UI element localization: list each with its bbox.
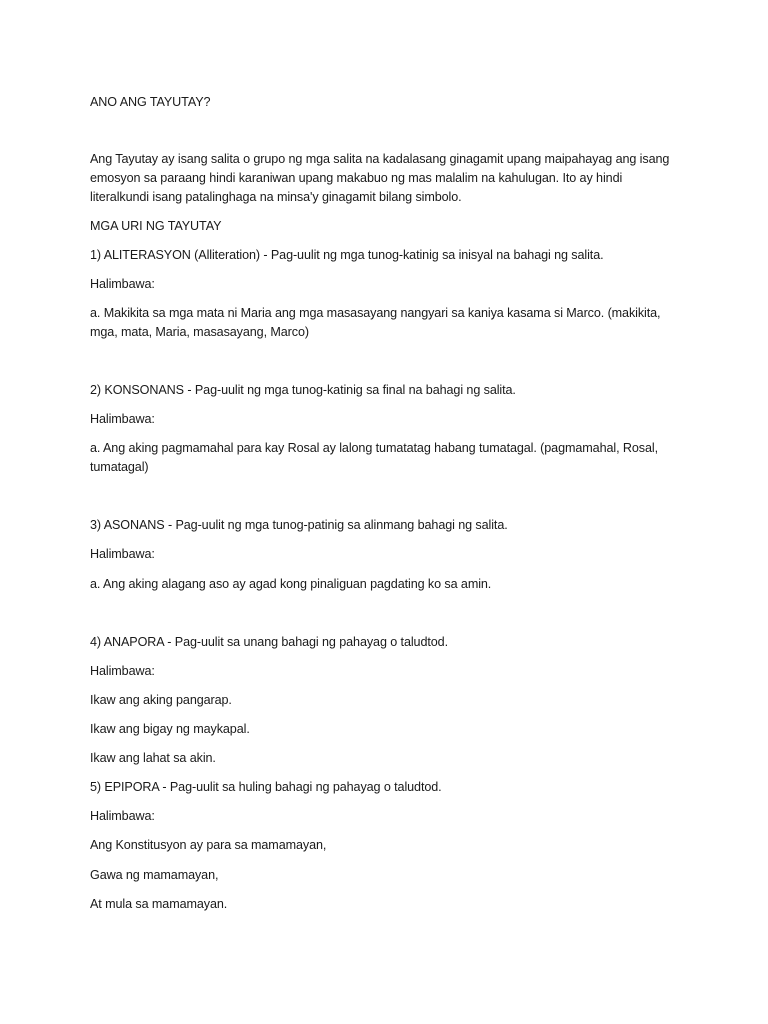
example-label: Halimbawa:: [90, 277, 155, 291]
example-line: tumatagal): [90, 460, 149, 474]
section-heading: 5) EPIPORA - Pag-uulit sa huling bahagi ng pahayag o taludtod.: [90, 780, 442, 794]
example-label: Halimbawa:: [90, 664, 155, 678]
section-heading: 4) ANAPORA - Pag-uulit sa unang bahagi ng pahayag o taludtod.: [90, 635, 448, 649]
intro-line: emosyon sa paraang hindi karaniwan upang makabuo ng mas malalim na kahulugan. Ito ay hindi: [90, 171, 623, 185]
example-line: a. Ang aking pagmamahal para kay Rosal ay lalong tumatatag habang tumatagal. (pagmamahal, Rosal,: [90, 441, 658, 455]
intro-line: literalkundi isang patalinghaga na minsa'y ginagamit bilang simbolo.: [90, 190, 462, 204]
example-line: Ikaw ang bigay ng maykapal.: [90, 722, 250, 736]
example-line: Ikaw ang aking pangarap.: [90, 693, 232, 707]
section-heading: 1) ALITERASYON (Alliteration) - Pag-uulit ng mga tunog-katinig sa inisyal na bahagi ng salita.: [90, 248, 604, 262]
types-heading: MGA URI NG TAYUTAY: [90, 219, 222, 233]
example-line: Ang Konstitusyon ay para sa mamamayan,: [90, 838, 327, 852]
example-line: At mula sa mamamayan.: [90, 897, 228, 911]
example-line: Gawa ng mamamayan,: [90, 868, 219, 882]
document-title: ANO ANG TAYUTAY?: [90, 95, 211, 109]
example-line: mga, mata, Maria, masasayang, Marco): [90, 325, 309, 339]
section-heading: 3) ASONANS - Pag-uulit ng mga tunog-patinig sa alinmang bahagi ng salita.: [90, 518, 508, 532]
example-label: Halimbawa:: [90, 412, 155, 426]
example-label: Halimbawa:: [90, 547, 155, 561]
example-line: a. Ang aking alagang aso ay agad kong pinaliguan pagdating ko sa amin.: [90, 577, 492, 591]
example-line: Ikaw ang lahat sa akin.: [90, 751, 216, 765]
intro-line: Ang Tayutay ay isang salita o grupo ng mga salita na kadalasang ginagamit upang maipahayag ang isang: [90, 152, 670, 166]
example-line: a. Makikita sa mga mata ni Maria ang mga masasayang nangyari sa kaniya kasama si Marco. (makikita,: [90, 306, 661, 320]
section-heading: 2) KONSONANS - Pag-uulit ng mga tunog-katinig sa final na bahagi ng salita.: [90, 383, 516, 397]
example-label: Halimbawa:: [90, 809, 155, 823]
